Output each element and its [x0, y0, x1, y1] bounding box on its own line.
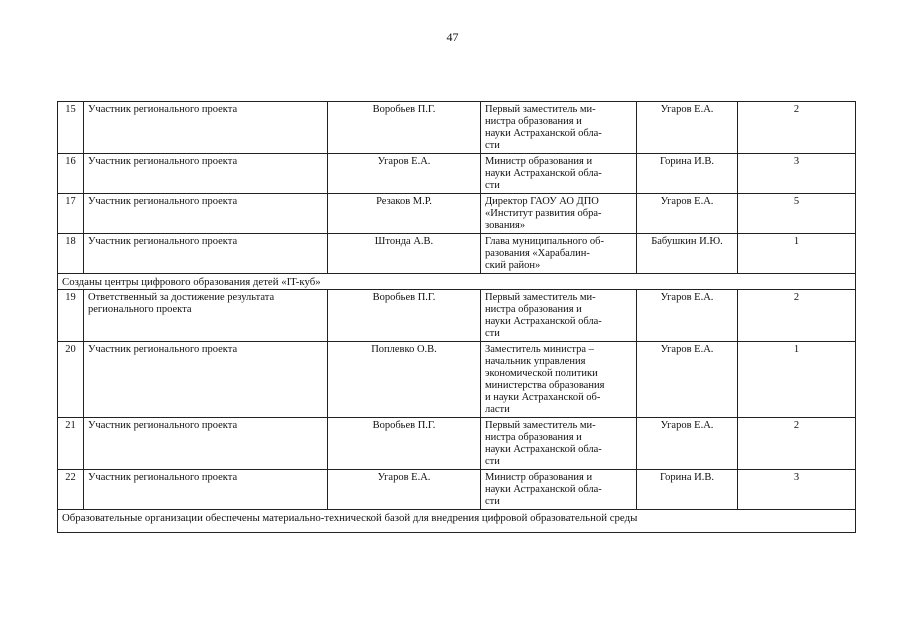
table-row — [58, 470, 856, 510]
position-cell: Глава муниципального об- разования «Харабалин- ский район» — [481, 234, 637, 274]
workload-cell: 2 — [738, 102, 856, 154]
responsible-name-cell: Штонда А.В. — [328, 234, 481, 274]
workload-cell: 3 — [738, 154, 856, 194]
table-row — [58, 102, 856, 154]
supervisor-cell: Угаров Е.А. — [637, 418, 738, 470]
table-row — [58, 194, 856, 234]
supervisor-cell: Угаров Е.А. — [637, 102, 738, 154]
row-number: 22 — [58, 470, 84, 510]
table-row — [58, 418, 856, 470]
supervisor-cell: Угаров Е.А. — [637, 342, 738, 418]
workload-cell: 2 — [738, 290, 856, 342]
position-cell: Первый заместитель ми- нистра образования и науки Астраханской обла- сти — [481, 102, 637, 154]
position-cell: Министр образования и науки Астраханской обла- сти — [481, 154, 637, 194]
workload-cell: 1 — [738, 342, 856, 418]
table-row — [58, 154, 856, 194]
role-cell: Участник регионального проекта — [84, 154, 328, 194]
row-number: 19 — [58, 290, 84, 342]
table-row — [58, 290, 856, 342]
section-row — [58, 510, 856, 533]
role-cell: Участник регионального проекта — [84, 234, 328, 274]
row-number: 20 — [58, 342, 84, 418]
row-number: 17 — [58, 194, 84, 234]
section-it-cube: Созданы центры цифрового образования детей «IT-куб» — [58, 274, 856, 290]
supervisor-cell: Угаров Е.А. — [637, 194, 738, 234]
workload-cell: 1 — [738, 234, 856, 274]
row-number: 18 — [58, 234, 84, 274]
role-cell: Участник регионального проекта — [84, 470, 328, 510]
responsible-name-cell: Резаков М.Р. — [328, 194, 481, 234]
page-number: 47 — [446, 30, 459, 44]
project-participants-table — [57, 101, 856, 533]
position-cell: Первый заместитель ми- нистра образования и науки Астраханской обла- сти — [481, 290, 637, 342]
supervisor-cell: Бабушкин И.Ю. — [637, 234, 738, 274]
position-cell: Директор ГАОУ АО ДПО «Институт развития обра- зования» — [481, 194, 637, 234]
supervisor-cell: Горина И.В. — [637, 154, 738, 194]
group1-body — [58, 102, 856, 274]
role-cell: Участник регионального проекта — [84, 194, 328, 234]
role-cell: Участник регионального проекта — [84, 418, 328, 470]
responsible-name-cell: Воробьев П.Г. — [328, 418, 481, 470]
responsible-name-cell: Угаров Е.А. — [328, 154, 481, 194]
workload-cell: 2 — [738, 418, 856, 470]
role-cell: Участник регионального проекта — [84, 342, 328, 418]
responsible-name-cell: Воробьев П.Г. — [328, 102, 481, 154]
role-cell: Ответственный за достижение результата регионального проекта — [84, 290, 328, 342]
role-cell: Участник регионального проекта — [84, 102, 328, 154]
position-cell: Министр образования и науки Астраханской обла- сти — [481, 470, 637, 510]
supervisor-cell: Угаров Е.А. — [637, 290, 738, 342]
workload-cell: 5 — [738, 194, 856, 234]
row-number: 21 — [58, 418, 84, 470]
supervisor-cell: Горина И.В. — [637, 470, 738, 510]
responsible-name-cell: Угаров Е.А. — [328, 470, 481, 510]
position-cell: Заместитель министра – начальник управления экономической политики министерства образования и науки Астраханской об- ласти — [481, 342, 637, 418]
workload-cell: 3 — [738, 470, 856, 510]
table-row — [58, 234, 856, 274]
position-cell: Первый заместитель ми- нистра образования и науки Астраханской обла- сти — [481, 418, 637, 470]
row-number: 16 — [58, 154, 84, 194]
group2-body — [58, 290, 856, 510]
section-material-base: Образовательные организации обеспечены материально-технической базой для внедрения цифровой образовательной среды — [58, 510, 856, 533]
table-row — [58, 342, 856, 418]
section-row — [58, 274, 856, 290]
responsible-name-cell: Воробьев П.Г. — [328, 290, 481, 342]
responsible-name-cell: Поплевко О.В. — [328, 342, 481, 418]
row-number: 15 — [58, 102, 84, 154]
